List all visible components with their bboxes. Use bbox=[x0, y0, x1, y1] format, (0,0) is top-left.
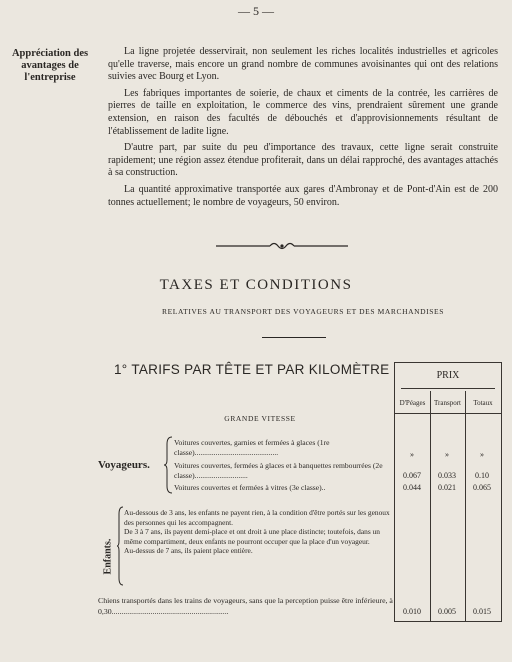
tariff-title: 1° TARIFS PAR TÊTE ET PAR KILOMÈTRE bbox=[114, 362, 390, 377]
section-heading: TAXES ET CONDITIONS bbox=[159, 277, 353, 293]
table-cell: 0.010 bbox=[403, 607, 421, 616]
brace-icon bbox=[116, 506, 124, 586]
enfants-line: Au-dessous de 3 ans, les enfants ne payent rien, à la condition d'être portés sur les genoux des personnes qui les accompagnent. bbox=[124, 508, 390, 527]
voyageurs-row-text: Voitures couvertes et fermées à vitres (3e classe).. bbox=[174, 483, 326, 492]
header-rule bbox=[401, 388, 495, 389]
table-cell: 0.005 bbox=[438, 607, 456, 616]
table-cell: 0.033 bbox=[438, 471, 456, 480]
grande-vitesse-label: GRANDE VITESSE bbox=[224, 414, 296, 423]
column-divider bbox=[465, 391, 466, 621]
column-divider bbox=[430, 391, 431, 621]
divider-rule bbox=[262, 337, 326, 338]
table-cell: » bbox=[445, 450, 449, 459]
voyageurs-row-text: Voitures couvertes, garnies et fermées à glaces (1re classe)............................................ bbox=[174, 438, 330, 457]
header-rule bbox=[395, 413, 501, 414]
paragraph: Les fabriques importantes de soierie, de chaux et ciments de la contrée, les carrières de pierres de taille en exploitation, le commerce des vins, prendraient sûrement une grande extension, en raison des facultés de débouchés et d'approvisionnements résultant de l'établissement de ladite ligne. bbox=[108, 87, 498, 137]
enfants-text bbox=[124, 508, 394, 556]
enfants-line: Au-dessus de 7 ans, ils paient place entière. bbox=[124, 546, 253, 556]
brace-icon bbox=[163, 436, 173, 494]
ornament-divider bbox=[214, 240, 350, 252]
paragraph: La ligne projetée desservirait, non seulement les riches localités industrielles et agricoles qu'elle traverse, mais encore un grand nombre de communes avoisinantes qui ont des relations suivies avec Bourg et Lyon. bbox=[108, 46, 498, 83]
table-cell: 0.065 bbox=[473, 483, 491, 492]
table-cell: 0.067 bbox=[403, 471, 421, 480]
enfants-label: Enfants. bbox=[102, 538, 114, 575]
voyageurs-label: Voyageurs. bbox=[98, 459, 150, 471]
table-cell: » bbox=[480, 450, 484, 459]
chiens-row-text: Chiens transportés dans les trains de voyageurs, sans que la perception puisse être inférieure, à 0,30............................................................ bbox=[98, 596, 393, 616]
margin-note: Appréciation des avantages de l'entreprise bbox=[11, 48, 89, 83]
table-cell: 0.10 bbox=[475, 471, 489, 480]
column-header-peages: D'Péages bbox=[399, 399, 426, 407]
voyageurs-row-text: Voitures couvertes, fermées à glaces et à banquettes rembourrées (2e classe)............................ bbox=[174, 461, 383, 480]
table-cell: 0.015 bbox=[473, 607, 491, 616]
prix-header: PRIX bbox=[436, 370, 460, 381]
enfants-line: De 3 à 7 ans, ils payent demi-place et ont droit à une place distincte; toutefois, dans un même compartiment, deux enfants ne pourront occuper que la place d'un voyageur. bbox=[124, 527, 380, 546]
column-header-transport: Transport bbox=[434, 399, 461, 407]
page-number: — 5 — bbox=[238, 4, 274, 18]
price-table-frame bbox=[394, 362, 502, 622]
paragraph: D'autre part, par suite du peu d'importance des travaux, cette ligne serait construite rapidement; une région assez étendue profiterait, dans un délai rapproché, des avantages attachés à sa construction. bbox=[108, 142, 498, 179]
column-header-totaux: Totaux bbox=[473, 399, 493, 407]
paragraph: La quantité approximative transportée aux gares d'Ambronay et de Pont-d'Ain est de 200 tonnes actuellement; le nombre de voyageurs, 50 environ. bbox=[108, 183, 498, 208]
table-cell: 0.044 bbox=[403, 483, 421, 492]
section-subheading: RELATIVES AU TRANSPORT DES VOYAGEURS ET DES MARCHANDISES bbox=[161, 307, 444, 316]
body-text bbox=[108, 46, 498, 213]
table-cell: 0.021 bbox=[438, 483, 456, 492]
table-cell: » bbox=[410, 450, 414, 459]
